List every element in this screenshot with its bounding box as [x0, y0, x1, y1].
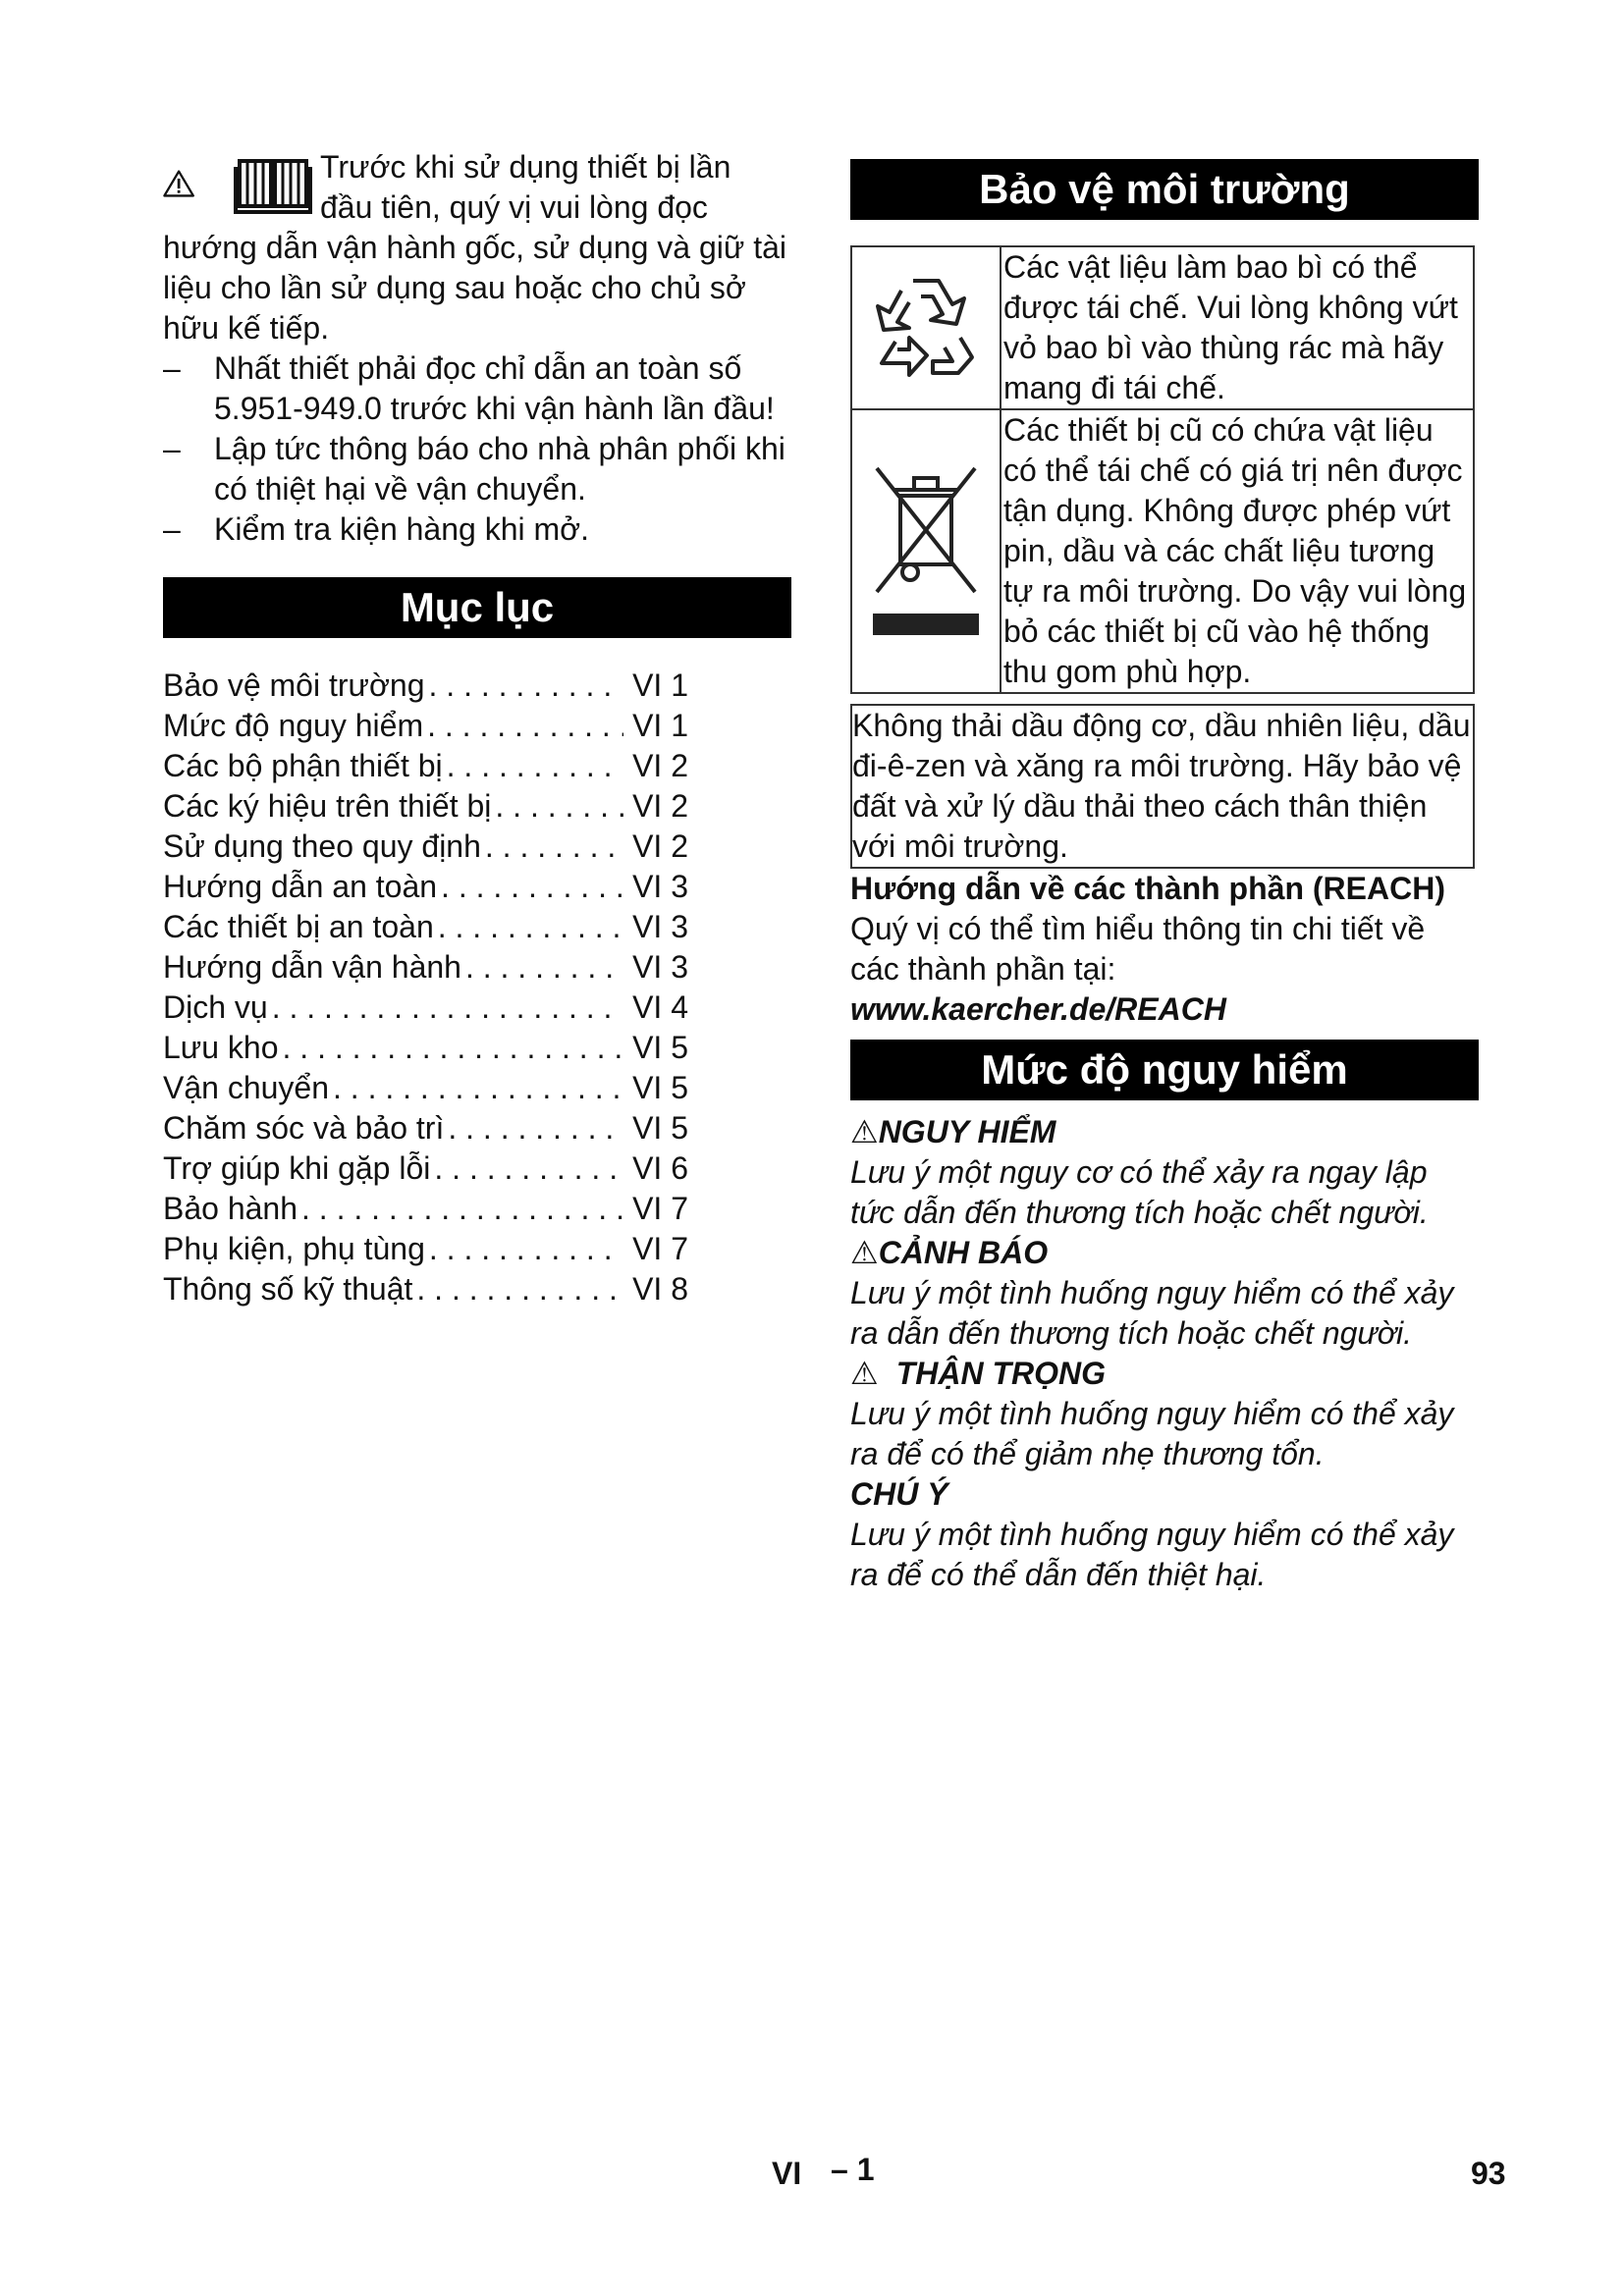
list-item	[163, 509, 791, 550]
toc-title: Bảo hành	[163, 1191, 298, 1226]
reach-link[interactable]: www.kaercher.de/REACH	[850, 991, 1226, 1027]
hazard-label: CẢNH BÁO	[878, 1235, 1049, 1270]
hazard-levels	[850, 1112, 1479, 1595]
recycling-icon	[862, 259, 990, 387]
hazard-label-row	[850, 1233, 1479, 1273]
toc-leader	[481, 827, 623, 867]
intro-paragraph: Trước khi sử dụng thiết bị lần đầu tiên, quý vị vui lòng đọc hướng dẫn vận hành gốc, sử dụng và giữ tài liệu cho lần sử dụng sau hoặc cho chủ sở hữu kế tiếp.	[163, 149, 786, 346]
toc-page: VI 1	[632, 667, 688, 703]
list-item-text: Nhất thiết phải đọc chỉ dẫn an toàn số 5.951-949.0 trước khi vận hành lần đầu!	[214, 350, 775, 426]
toc-row[interactable]	[163, 1028, 688, 1068]
toc-leader	[434, 907, 623, 947]
hazard-level-danger	[850, 1112, 1479, 1233]
footer-page-number: 93	[1471, 2156, 1506, 2191]
list-item-text: Lập tức thông báo cho nhà phân phối khi có thiệt hại về vận chuyển.	[214, 431, 785, 507]
hazard-heading: Mức độ nguy hiểm	[850, 1040, 1479, 1100]
warning-triangle-icon: ⚠	[850, 1356, 879, 1391]
reach-text: Quý vị có thể tìm hiểu thông tin chi tiết về các thành phần tại:	[850, 911, 1426, 987]
toc-leader	[430, 1148, 623, 1189]
footer-page-label: – 1	[831, 2152, 875, 2187]
reach-section	[850, 869, 1479, 1030]
toc-page: VI 7	[632, 1231, 688, 1266]
hazard-label-row	[850, 1354, 1479, 1394]
environment-heading: Bảo vệ môi trường	[850, 159, 1479, 220]
hazard-label: NGUY HIỂM	[878, 1114, 1056, 1149]
toc-leader	[298, 1189, 623, 1229]
toc-title: Phụ kiện, phụ tùng	[163, 1231, 425, 1266]
environment-table	[850, 245, 1475, 694]
hazard-level-caution	[850, 1354, 1479, 1474]
crossed-out-bin-icon	[867, 449, 985, 645]
toc-row[interactable]	[163, 1269, 688, 1309]
table-of-contents	[163, 666, 791, 1309]
toc-title: Trợ giúp khi gặp lỗi	[163, 1150, 431, 1186]
right-column	[850, 159, 1479, 1595]
recycling-cell	[851, 246, 1001, 409]
warning-triangle-icon	[163, 153, 232, 214]
toc-title: Hướng dẫn vận hành	[163, 949, 461, 985]
toc-page: VI 5	[632, 1110, 688, 1146]
intro-block	[163, 147, 791, 550]
disposal-cell	[851, 409, 1001, 693]
toc-page: VI 6	[632, 1150, 688, 1186]
toc-title: Các bộ phận thiết bị	[163, 748, 443, 783]
toc-leader	[443, 746, 623, 786]
list-item	[163, 429, 791, 509]
intro-bullet-list	[163, 348, 791, 550]
reach-title: Hướng dẫn về các thành phần (REACH)	[850, 871, 1445, 906]
table-row	[851, 246, 1474, 409]
toc-row[interactable]	[163, 827, 688, 867]
toc-row[interactable]	[163, 988, 688, 1028]
open-book-icon	[234, 153, 312, 214]
hazard-text: Lưu ý một tình huống nguy hiểm có thể xảy ra để có thể dẫn đến thiệt hại.	[850, 1517, 1454, 1592]
toc-leader	[268, 988, 623, 1028]
oil-note-box	[850, 704, 1475, 869]
toc-page: VI 8	[632, 1271, 688, 1307]
toc-title: Các ký hiệu trên thiết bị	[163, 788, 492, 824]
hazard-label: THẬN TRỌNG	[895, 1356, 1106, 1391]
list-item-text: Kiểm tra kiện hàng khi mở.	[214, 511, 590, 547]
toc-page: VI 2	[632, 828, 688, 864]
toc-page: VI 5	[632, 1030, 688, 1065]
hazard-text: Lưu ý một tình huống nguy hiểm có thể xảy ra dẫn đến thương tích hoặc chết người.	[850, 1275, 1454, 1351]
toc-leader	[425, 666, 623, 706]
hazard-label-row	[850, 1112, 1479, 1152]
toc-page: VI 4	[632, 989, 688, 1025]
hazard-label: CHÚ Ý	[850, 1476, 948, 1512]
toc-page: VI 1	[632, 708, 688, 743]
oil-note-text: Không thải dầu động cơ, dầu nhiên liệu, dầu đi-ê-zen và xăng ra môi trường. Hãy bảo vệ đất và xử lý dầu thải theo cách thân thiện với môi trường.	[852, 708, 1471, 864]
toc-title: Chăm sóc và bảo trì	[163, 1110, 445, 1146]
left-column	[163, 147, 791, 1309]
warning-triangle-icon: ⚠	[850, 1235, 879, 1270]
toc-title: Hướng dẫn an toàn	[163, 869, 438, 904]
toc-leader	[412, 1269, 623, 1309]
hazard-level-warning	[850, 1233, 1479, 1354]
toc-title: Các thiết bị an toàn	[163, 909, 434, 944]
toc-title: Sử dụng theo quy định	[163, 828, 481, 864]
toc-title: Thông số kỹ thuật	[163, 1271, 413, 1307]
toc-leader	[423, 706, 623, 746]
toc-title: Vận chuyển	[163, 1070, 330, 1105]
toc-row[interactable]	[163, 786, 688, 827]
toc-leader	[329, 1068, 623, 1108]
toc-row[interactable]	[163, 1068, 688, 1108]
footer-language: VI	[772, 2156, 802, 2191]
list-dash: –	[163, 511, 181, 547]
toc-page: VI 7	[632, 1191, 688, 1226]
hazard-level-notice	[850, 1474, 1479, 1595]
toc-row[interactable]	[163, 867, 688, 907]
list-dash: –	[163, 350, 181, 386]
hazard-text: Lưu ý một tình huống nguy hiểm có thể xảy ra để có thể giảm nhẹ thương tổn.	[850, 1396, 1454, 1471]
toc-row[interactable]	[163, 666, 688, 706]
toc-page: VI 3	[632, 869, 688, 904]
warning-triangle-icon: ⚠	[850, 1114, 879, 1149]
list-dash: –	[163, 431, 181, 466]
toc-leader	[437, 867, 623, 907]
toc-row[interactable]	[163, 746, 688, 786]
toc-row[interactable]	[163, 1229, 688, 1269]
toc-row[interactable]	[163, 1148, 688, 1189]
toc-page: VI 3	[632, 949, 688, 985]
toc-leader	[461, 947, 623, 988]
toc-page: VI 2	[632, 748, 688, 783]
list-item	[163, 348, 791, 429]
toc-page: VI 5	[632, 1070, 688, 1105]
hazard-text: Lưu ý một nguy cơ có thể xảy ra ngay lập tức dẫn đến thương tích hoặc chết người.	[850, 1154, 1429, 1230]
toc-row[interactable]	[163, 947, 688, 988]
toc-row[interactable]	[163, 1189, 688, 1229]
recycling-text: Các vật liệu làm bao bì có thể được tái chế. Vui lòng không vứt vỏ bao bì vào thùng rác mà hãy mang đi tái chế.	[1001, 246, 1474, 409]
toc-page: VI 2	[632, 788, 688, 824]
toc-title: Mức độ nguy hiểm	[163, 708, 424, 743]
toc-page: VI 3	[632, 909, 688, 944]
toc-leader	[425, 1229, 623, 1269]
toc-title: Bảo vệ môi trường	[163, 667, 425, 703]
toc-heading: Mục lục	[163, 577, 791, 638]
toc-leader	[279, 1028, 624, 1068]
toc-row[interactable]	[163, 1108, 688, 1148]
intro-icons	[163, 153, 312, 214]
toc-leader	[444, 1108, 623, 1148]
toc-row[interactable]	[163, 706, 688, 746]
toc-title: Dịch vụ	[163, 989, 268, 1025]
toc-title: Lưu kho	[163, 1030, 279, 1065]
table-row	[851, 409, 1474, 693]
toc-row[interactable]	[163, 907, 688, 947]
disposal-text: Các thiết bị cũ có chứa vật liệu có thể tái chế có giá trị nên được tận dụng. Không được phép vứt pin, dầu và các chất liệu tương tự ra môi trường. Do vậy vui lòng bỏ các thiết bị cũ vào hệ thống thu gom phù hợp.	[1001, 409, 1474, 693]
toc-leader	[491, 786, 623, 827]
